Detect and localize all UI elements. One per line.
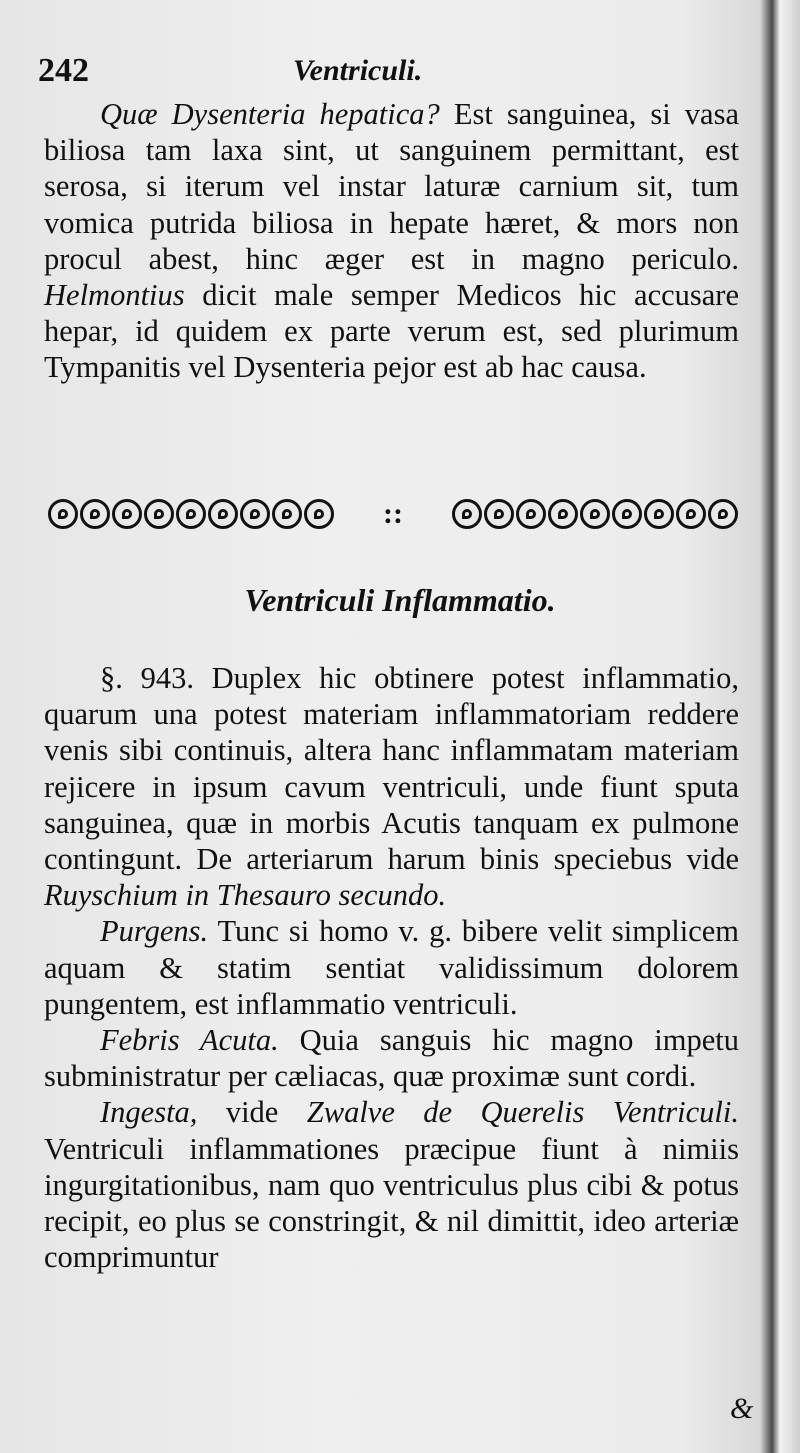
- reference: Ruyschium in Thesauro secundo.: [44, 878, 447, 913]
- paragraph-text: vide: [197, 1095, 307, 1130]
- fleuron-icon: [516, 499, 546, 529]
- question-term: Quæ Dysenteria hepatica?: [100, 97, 440, 131]
- term-purgens: Purgens.: [100, 914, 209, 949]
- fleuron-icon: [48, 499, 78, 529]
- paragraph-ingesta: [44, 1094, 739, 1275]
- paragraph-text: Ventriculi inflammationes præcipue fiunt à nimiis ingurgitationibus, nam quo ventriculus plus cibi & potus recipit, eo plus se constringit, & nil dimittit, ideo arteriæ comprimuntur: [44, 1131, 739, 1275]
- fleuron-icon: [144, 499, 174, 529]
- running-head: Ventriculi.: [293, 54, 423, 87]
- ornament-left: [48, 499, 334, 529]
- ornamental-divider: [48, 488, 738, 540]
- fleuron-icon: [112, 499, 142, 529]
- term-ingesta: Ingesta,: [100, 1095, 198, 1130]
- page-header: [38, 52, 738, 92]
- catchword: &: [730, 1392, 754, 1425]
- fleuron-icon: [272, 499, 302, 529]
- ornament-right: [452, 499, 738, 529]
- paragraph-text: Quia sanguis hic magno impetu subministratur per cæliacas, quæ proximæ sunt cordi.: [44, 1023, 739, 1094]
- paragraph-text: Tunc si homo v. g. bibere velit simplicem aquam & statim sentiat validissimum dolorem pungentem, est inflammatio ventriculi.: [44, 914, 739, 1021]
- section-title: Ventriculi Inflammatio.: [244, 582, 556, 618]
- paragraph-text: §. 943. Duplex hic obtinere potest inflammatio, quarum una potest materiam inflammatoriam reddere venis sibi continuis, altera hanc inflammatam materiam rejicere in ipsum cavum ventriculi, unde fiunt sputa sanguinea, quæ in morbis Acutis tanquam ex pulmone contingunt. De arteriarum harum binis speciebus vide: [44, 661, 739, 877]
- fleuron-icon: [452, 499, 482, 529]
- text-block-top: [44, 96, 739, 386]
- paragraph-text: Est sanguinea, si vasa biliosa tam laxa sint, ut sanguinem permittant, est serosa, si iterum vel instar laturæ carnium sit, tum vomica putrida biliosa in hepate hæret, & mors non procul abest, hinc æger est in magno periculo.: [44, 97, 739, 276]
- fleuron-icon: [708, 499, 738, 529]
- fleuron-icon: [176, 499, 206, 529]
- ornament-separator: ::: [383, 497, 403, 530]
- fleuron-icon: [644, 499, 674, 529]
- fleuron-icon: [208, 499, 238, 529]
- fleuron-icon: [80, 499, 110, 529]
- paragraph-943: [44, 660, 739, 913]
- paragraph-febris-acuta: [44, 1022, 739, 1094]
- fleuron-icon: [304, 499, 334, 529]
- paragraph-dysenteria-hepatica: [44, 96, 739, 386]
- paragraph-purgens: [44, 913, 739, 1022]
- page-number: 242: [38, 52, 89, 89]
- fleuron-icon: [676, 499, 706, 529]
- paragraph-text: dicit male semper Medicos hic accusare hepar, id quidem ex parte verum est, sed plurimum Tympanitis vel Dysenteria pejor est ab hac causa.: [44, 278, 739, 385]
- fleuron-icon: [612, 499, 642, 529]
- reference: Zwalve de Querelis Ventriculi.: [306, 1095, 740, 1130]
- fleuron-icon: [240, 499, 270, 529]
- text-block-bottom: [44, 660, 739, 1275]
- term-febris-acuta: Febris Acuta.: [100, 1023, 279, 1058]
- fleuron-icon: [548, 499, 578, 529]
- fleuron-icon: [484, 499, 514, 529]
- fleuron-icon: [580, 499, 610, 529]
- author-name: Helmontius: [44, 278, 185, 313]
